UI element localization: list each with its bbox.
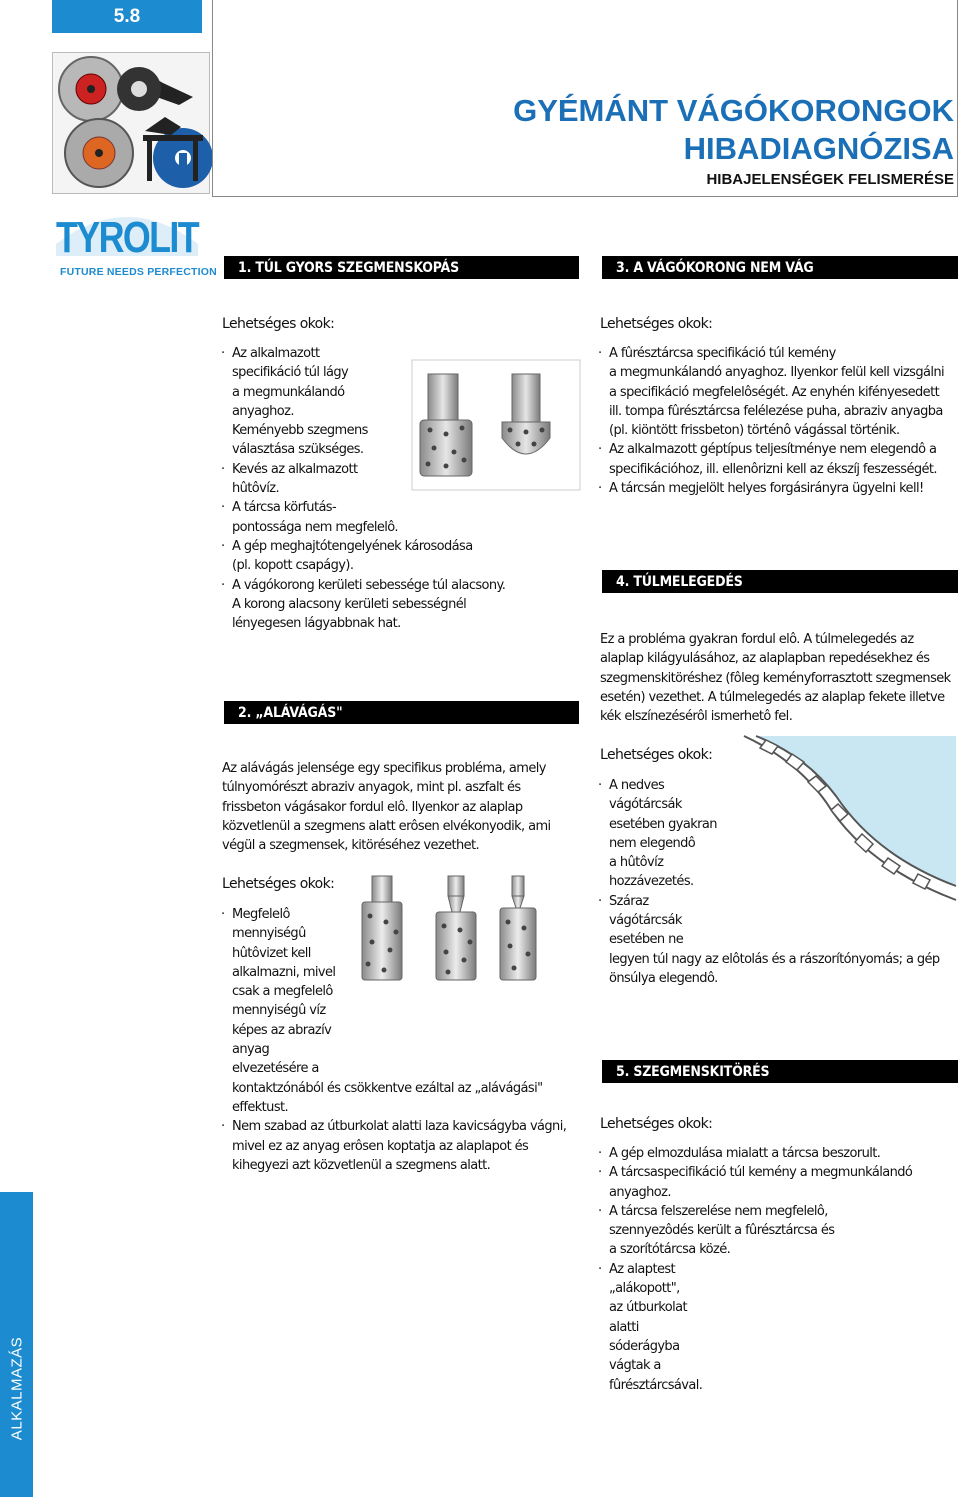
logo-tagline: FUTURE NEEDS PERFECTION [60,266,217,278]
section-1-causes-label: Lehetséges okok: [222,316,335,332]
section-5-causes-list [598,1144,956,1395]
list-item: · Kevés az alkalmazott hûtôvíz. [221,460,561,499]
section-1-heading-text: 1. TÚL GYORS SZEGMENSKOPÁS [238,259,459,276]
section-2-intro: Az alávágás jelensége egy specifikus probléma, amely túlnyomórészt abraziv anyagok, mint pl. aszfalt és frissbeton vágásakor fordul elô. Ilyenkor az alaplap közvetlenül a szegmens alatt erôsen elvékonyodik, ami végül a szegmensek, kitöréséhez vezethet. [222,761,551,854]
page-title-line2: HIBADIAGNÓZISA [683,131,954,166]
list-item: · Száraz vágótárcsák esetében ne legyen túl nagy az elôtolás és a rászorítónyomás; a gép önsúlya elegendô. [598,892,956,988]
svg-text:TYROLIT: TYROLIT [56,213,200,262]
list-item: · A gép meghajtótengelyének károsodása (pl. kopott csapágy). [221,537,561,576]
section-number: 5.8 [113,5,141,27]
tyrolit-logo [52,200,202,260]
section-5-heading [602,1060,958,1083]
tyrolit-logo-mark [52,200,202,260]
section-3-heading [602,256,958,279]
section-2-heading [224,701,579,724]
list-item: · Megfelelô mennyiségû hûtôvizet kell alkalmazni, mivel csak a megfelelô mennyiségû víz képes az abrazív anyag elvezetésére a kontaktzónából és csökkentve ezáltal az „alávágási" effektust. [221,905,581,1117]
undercut-bit-drawing [348,872,544,1072]
section-2-heading-text: 2. „ALÁVÁGÁS" [238,704,343,721]
overheated-blade-illustration [726,736,956,946]
section-3-heading-text: 3. A VÁGÓKORONG NEM VÁG [616,259,814,276]
list-item: · Nem szabad az útburkolat alatti laza kavicságyba vágni, mivel ez az anyag erôsen koptatja az alaplapot és kihegyezi azt közvetlenül a szegmens alatt. [221,1117,581,1175]
header-divider-right [957,0,958,197]
section-3-causes-label: Lehetséges okok: [600,316,713,332]
section-number-tag [52,0,202,33]
page-subtitle: HIBAJELENSÉGEK FELISMERÉSE [706,171,954,188]
section-4-intro: Ez a probléma gyakran fordul elô. A túlmelegedés az alaplap kilágyulásához, az alaplapban repedésekhez és szegmenskitöréshez (fôleg keményforrasztott szegmensek esetén) vezethet. A túlmelegedés az alaplap fekete illetve kék elszínezésérôl ismerhetô fel. [600,632,951,725]
section-5-heading-text: 5. SZEGMENSKITÖRÉS [616,1063,770,1080]
list-item: · A nedves vágótárcsák esetében gyakran nem elegendô a hûtôvíz hozzávezetés. [598,776,956,892]
product-photo-illustration [53,53,209,193]
section-4-heading [602,570,958,593]
core-bit-drawing [412,360,580,490]
list-item: · A tárcsa körfutás- pontossága nem megfelelô. [221,498,561,537]
list-item: · A tárcsa felszerelése nem megfelelô, szennyezôdés került a fûrésztárcsa és a szorítótárcsa közé. [598,1202,956,1260]
section-4-causes-label: Lehetséges okok: [600,747,713,763]
list-item: · A gép elmozdulása mialatt a tárcsa beszorult. [598,1144,956,1163]
list-item: · Az alkalmazott specifikáció túl lágy a megmunkálandó anyaghoz. Keményebb szegmens választása szükséges. [221,344,561,460]
section-3-causes-list [598,344,956,498]
worn-core-bits-illustration [412,360,580,490]
list-item: · Az alaptest „alákopott", az útburkolat alatti sóderágyba vágtak a fûrésztárcsával. [598,1260,956,1395]
list-item: · A fûrésztárcsa specifikáció túl kemény a megmunkálandó anyaghoz. Ilyenkor felül kell vizsgálni a specifikáció megfelelôségét. Az enyhén kifényesedett ill. tompa fûrésztárcsa felélezése puha, abraziv anyagba (pl. kiöntött frissbeton) történô vágással történik. [598,344,956,440]
section-2-causes-label: Lehetséges okok: [222,876,335,892]
list-item: · Az alkalmazott géptípus teljesítménye nem elegendô a specifikációhoz, ill. ellenôrizni kell az ékszíj feszességét. [598,440,956,479]
list-item: · A tárcsaspecifikáció túl kemény a megmunkálandó anyaghoz. [598,1163,956,1202]
product-photo-collage [52,52,210,194]
list-item: · A tárcsán megjelölt helyes forgásirányra ügyelni kell! [598,479,956,498]
undercut-core-bits-illustration [348,872,544,1072]
header-divider-vertical [212,0,213,196]
list-item: · A vágókorong kerületi sebessége túl alacsony. A korong alacsony kerületi sebességnél lényegesen lágyabbnak hat. [221,576,561,634]
header-divider-horizontal [212,196,958,197]
blade-drawing [726,736,956,946]
section-4-heading-text: 4. TÚLMELEGEDÉS [616,573,743,590]
sidebar-tab [0,1192,33,1497]
section-1-heading [224,256,579,279]
section-5-causes-label: Lehetséges okok: [600,1116,713,1132]
page-title-line1: GYÉMÁNT VÁGÓKORONGOK [513,93,954,128]
sidebar-label: ALKALMAZÁS [8,1336,25,1441]
